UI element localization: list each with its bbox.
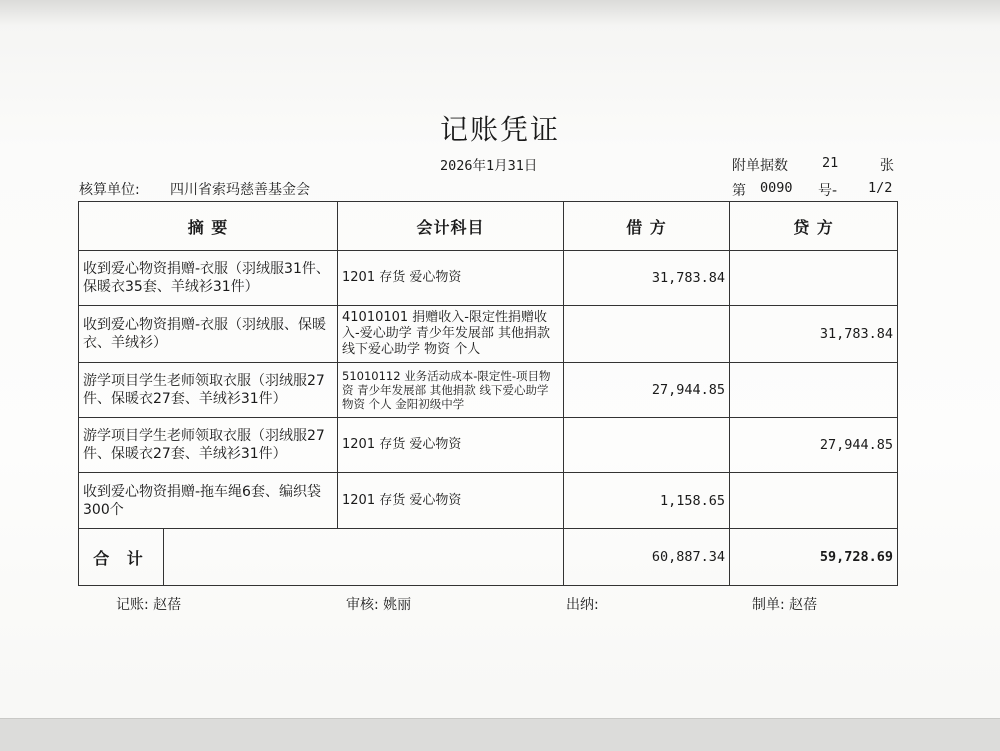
row-debit: 1,158.65 xyxy=(564,473,730,529)
table-row xyxy=(79,251,898,306)
voucher-title: 记账凭证 xyxy=(439,113,560,146)
row-credit xyxy=(730,473,898,529)
attachments-unit: 张 xyxy=(880,158,894,174)
signature-bookkeeper: 记账: 赵蓓 xyxy=(116,597,182,613)
header-account: 会计科目 xyxy=(338,202,564,251)
accounting-unit-label: 核算单位: xyxy=(79,182,140,198)
signature-cashier: 出纳: xyxy=(566,597,599,613)
voucher-date: 2026年1月31日 xyxy=(440,158,538,174)
row-credit xyxy=(730,251,898,306)
voucher-number-suffix: 号- xyxy=(818,183,838,199)
row-account: 41010101 捐赠收入-限定性捐赠收入-爱心助学 青少年发展部 其他捐款 线下爱心助学 物资 个人 xyxy=(338,306,564,363)
row-account: 1201 存货 爱心物资 xyxy=(338,473,564,529)
row-account: 1201 存货 爱心物资 xyxy=(338,418,564,473)
total-row xyxy=(79,529,898,586)
scan-shadow xyxy=(0,0,1000,26)
signature-preparer: 制单: 赵蓓 xyxy=(752,597,818,613)
table-row xyxy=(79,306,898,363)
scan-bottom-edge xyxy=(0,718,1000,751)
total-debit: 60,887.34 xyxy=(564,529,730,586)
table-header-row xyxy=(79,202,898,251)
header-credit: 贷 方 xyxy=(730,202,898,251)
row-credit: 31,783.84 xyxy=(730,306,898,363)
attachments-label: 附单据数 xyxy=(732,158,788,174)
accounting-unit-name: 四川省索玛慈善基金会 xyxy=(170,182,310,198)
row-debit: 31,783.84 xyxy=(564,251,730,306)
row-summary: 收到爱心物资捐赠-衣服（羽绒服31件、保暖衣35套、羊绒衫31件） xyxy=(79,251,338,306)
total-blank xyxy=(164,529,563,585)
row-debit xyxy=(564,418,730,473)
row-account: 51010112 业务活动成本-限定性-项目物资 青少年发展部 其他捐款 线下爱心助学 物资 个人 金阳初级中学 xyxy=(338,363,564,418)
row-account: 1201 存货 爱心物资 xyxy=(338,251,564,306)
header-debit: 借 方 xyxy=(564,202,730,251)
table-row xyxy=(79,418,898,473)
row-summary: 游学项目学生老师领取衣服（羽绒服27件、保暖衣27套、羊绒衫31件） xyxy=(79,363,338,418)
table-row xyxy=(79,473,898,529)
row-credit: 27,944.85 xyxy=(730,418,898,473)
row-summary: 收到爱心物资捐赠-拖车绳6套、编织袋300个 xyxy=(79,473,338,529)
total-label-cell xyxy=(79,529,564,586)
voucher-table xyxy=(78,201,898,586)
table-row xyxy=(79,363,898,418)
total-label: 合 计 xyxy=(79,529,164,585)
header-summary: 摘 要 xyxy=(79,202,338,251)
row-summary: 游学项目学生老师领取衣服（羽绒服27件、保暖衣27套、羊绒衫31件） xyxy=(79,418,338,473)
voucher-page: 1/2 xyxy=(868,180,893,196)
voucher-number-prefix: 第 xyxy=(732,183,746,199)
voucher-number: 0090 xyxy=(760,180,793,196)
attachments-count: 21 xyxy=(822,155,839,171)
row-debit: 27,944.85 xyxy=(564,363,730,418)
row-credit xyxy=(730,363,898,418)
row-summary: 收到爱心物资捐赠-衣服（羽绒服、保暖衣、羊绒衫） xyxy=(79,306,338,363)
total-credit: 59,728.69 xyxy=(730,529,898,586)
signature-reviewer: 审核: 姚丽 xyxy=(346,597,412,613)
row-debit xyxy=(564,306,730,363)
